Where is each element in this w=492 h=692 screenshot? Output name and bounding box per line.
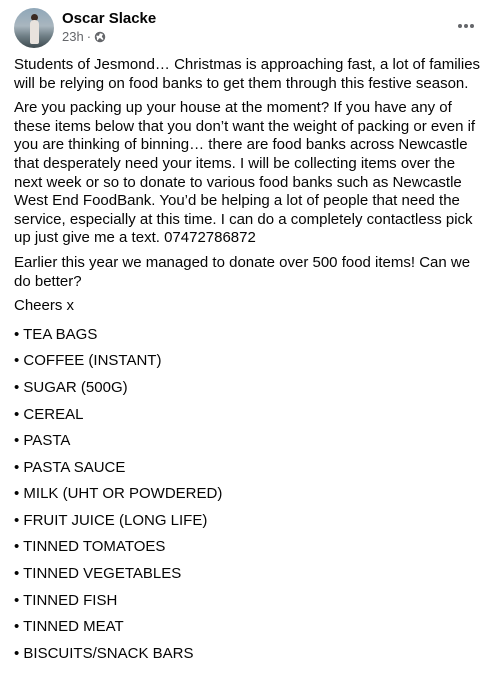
list-item: • TINNED MEAT [14, 618, 124, 636]
post-header [14, 8, 478, 48]
post-paragraph: Are you packing up your house at the moment? If you have any of these items below that you don’t want the weight of packing or even if you are thinking of binning… there are food banks across Newcastle that desperately need your items. I will be collecting items over the next week or so to donate to various food banks such as Newcastle West End FoodBank. You’d be helping a lot of people that need the service, especially at this time. I can do a completely contactless pick up just give me a text. 07472786872 [14, 99, 476, 247]
list-item: • COFFEE (INSTANT) [14, 352, 162, 370]
list-item: • MILK (UHT OR POWDERED) [14, 485, 223, 503]
post-paragraph: Cheers x [14, 297, 75, 315]
list-item: • CEREAL [14, 405, 84, 423]
post-body [14, 56, 484, 667]
list-item: • TINNED VEGETABLES [14, 565, 182, 583]
author-name[interactable]: Oscar Slacke [62, 10, 157, 27]
post-timestamp[interactable]: 23h [62, 29, 84, 44]
author-avatar[interactable] [14, 8, 54, 48]
avatar-figure-body [30, 20, 39, 44]
globe-icon[interactable] [94, 31, 106, 43]
post-paragraph: Students of Jesmond… Christmas is approaching fast, a lot of families will be relying on food banks to get them through this festive season. [14, 56, 481, 92]
meta-separator: · [86, 29, 92, 44]
list-item: • SUGAR (500G) [14, 378, 128, 396]
list-item: • TEA BAGS [14, 325, 98, 343]
more-options-icon[interactable] [454, 16, 478, 36]
list-item: • PASTA [14, 432, 71, 450]
donation-item-list [14, 322, 484, 668]
post-paragraph: Earlier this year we managed to donate over 500 food items! Can we do better? [14, 253, 471, 290]
list-item: • TINNED FISH [14, 591, 118, 609]
list-item: • BISCUITS/SNACK BARS [14, 644, 194, 662]
list-item: • PASTA SAUCE [14, 458, 126, 476]
list-item: • TINNED TOMATOES [14, 538, 166, 556]
list-item: • FRUIT JUICE (LONG LIFE) [14, 511, 208, 529]
post-meta [62, 29, 106, 45]
